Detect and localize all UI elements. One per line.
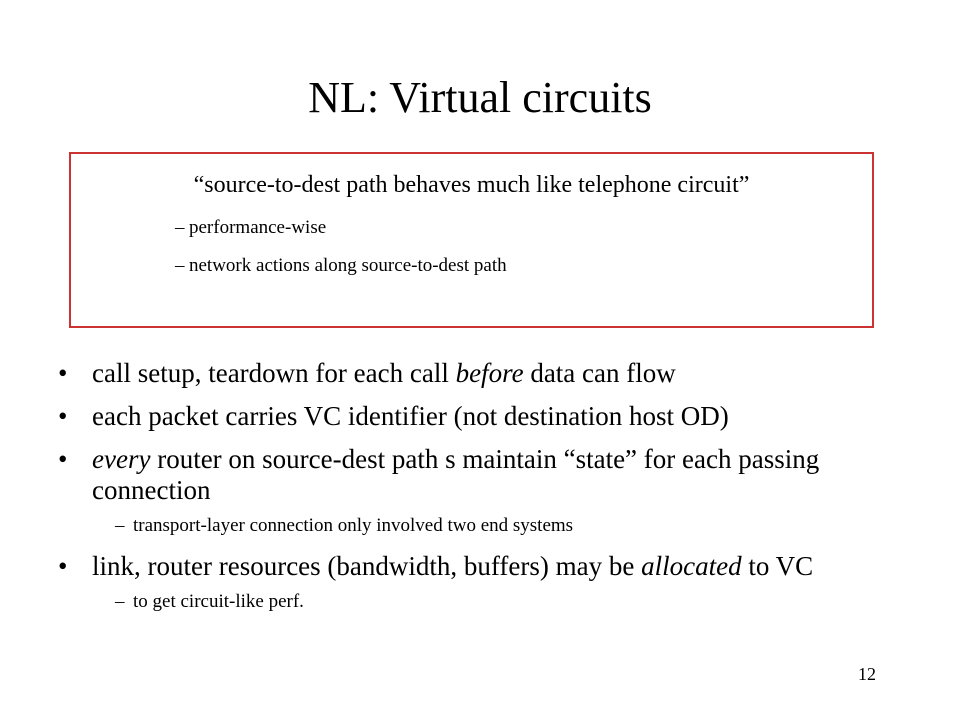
sub-bullet-text: transport-layer connection only involved two end systems — [133, 515, 574, 536]
bullet-text: call setup, teardown for each call — [92, 358, 456, 388]
bullet-list — [58, 358, 908, 627]
bullet-dot: • — [58, 401, 68, 431]
bullet-text: each packet carries VC identifier (not destination host OD) — [92, 401, 729, 431]
bullet-item — [58, 401, 908, 432]
bullet-dot: • — [58, 358, 68, 388]
bullet-item — [58, 551, 908, 582]
bullet-item — [58, 358, 908, 389]
box-sub-item — [175, 254, 507, 278]
bullet-emphasis: allocated — [641, 551, 742, 581]
slide-title: NL: Virtual circuits — [308, 73, 652, 122]
quote-box — [69, 152, 874, 328]
bullet-text: link, router resources (bandwidth, buffers) may be — [92, 551, 642, 581]
bullet-emphasis: before — [455, 358, 524, 388]
dash-bullet: – — [115, 591, 125, 612]
sub-bullet-item — [58, 590, 908, 614]
bullet-item — [58, 444, 908, 506]
bullet-dot: • — [58, 551, 68, 581]
sub-bullet-text: to get circuit-like perf. — [133, 591, 304, 612]
bullet-text: to VC — [741, 551, 814, 581]
box-sub-item — [175, 216, 326, 240]
page-number: 12 — [858, 664, 876, 684]
bullet-text: data can flow — [523, 358, 676, 388]
bullet-emphasis: every — [92, 444, 151, 474]
bullet-dot: • — [58, 444, 68, 474]
box-quote: “source-to-dest path behaves much like telephone circuit” — [193, 172, 750, 198]
box-sub-text: network actions along source-to-dest path — [189, 255, 507, 276]
dash-bullet: – — [175, 217, 185, 238]
sub-bullet-item — [58, 514, 908, 538]
dash-bullet: – — [175, 255, 185, 276]
bullet-text: router on source-dest path s maintain “state” for each passing connection — [92, 444, 820, 505]
box-sub-text: performance-wise — [189, 217, 327, 238]
dash-bullet: – — [115, 515, 125, 536]
